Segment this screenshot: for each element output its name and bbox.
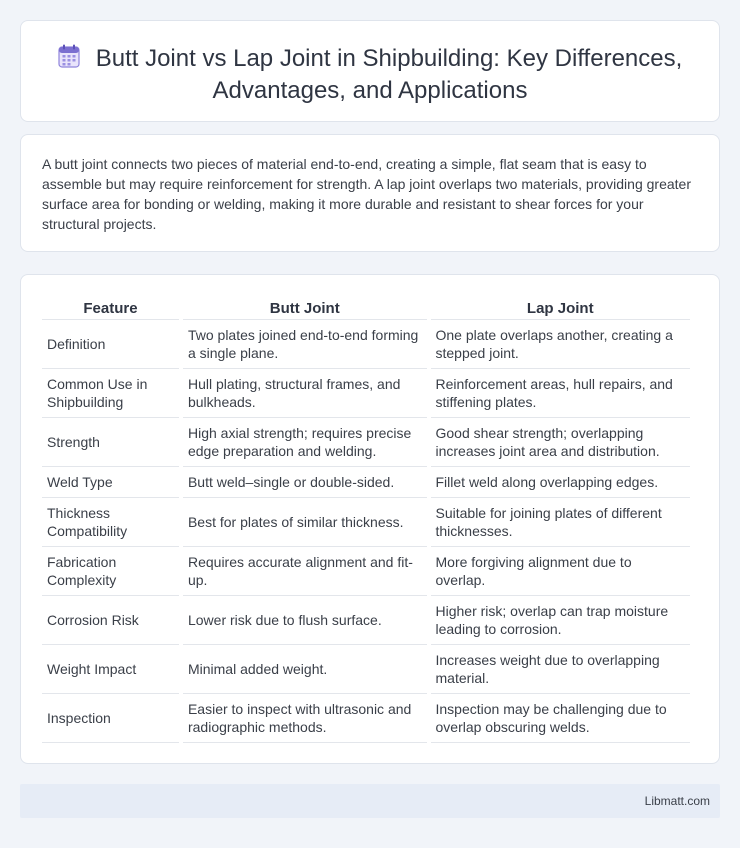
butt-joint-cell: Two plates joined end-to-end forming a single plane. [183,320,427,369]
lap-joint-cell: Suitable for joining plates of different thicknesses. [431,498,691,547]
feature-cell: Corrosion Risk [42,596,179,645]
lap-joint-cell: Fillet weld along overlapping edges. [431,467,691,498]
butt-joint-cell: Requires accurate alignment and fit-up. [183,547,427,596]
table-row [42,369,690,418]
table-row [42,645,690,694]
lap-joint-cell: More forgiving alignment due to overlap. [431,547,691,596]
butt-joint-cell: Hull plating, structural frames, and bulkheads. [183,369,427,418]
lap-joint-cell: Increases weight due to overlapping material. [431,645,691,694]
feature-cell: Strength [42,418,179,467]
intro-paragraph: A butt joint connects two pieces of material end-to-end, creating a simple, flat seam that is easy to assemble but may require reinforcement for strength. A lap joint overlaps two materials, providing greater surface area for bonding or welding, making it more durable and resistant to shear forces for your structural projects. [42,156,691,232]
table-row [42,547,690,596]
feature-cell: Weld Type [42,467,179,498]
butt-joint-cell: Easier to inspect with ultrasonic and radiographic methods. [183,694,427,743]
butt-joint-cell: Best for plates of similar thickness. [183,498,427,547]
table-row [42,498,690,547]
footer [20,784,720,818]
lap-joint-cell: Good shear strength; overlapping increases joint area and distribution. [431,418,691,467]
lap-joint-cell: Reinforcement areas, hull repairs, and stiffening plates. [431,369,691,418]
lap-joint-cell: Higher risk; overlap can trap moisture leading to corrosion. [431,596,691,645]
table-row [42,320,690,369]
lap-joint-cell: Inspection may be challenging due to overlap obscuring welds. [431,694,691,743]
lap-joint-cell: One plate overlaps another, creating a stepped joint. [431,320,691,369]
comparison-table [38,295,694,743]
title-line-2: Advantages, and Applications [212,77,528,104]
title-line-1: Butt Joint vs Lap Joint in Shipbuilding: Key Differences, [95,45,683,72]
table-row [42,694,690,743]
table-row [42,596,690,645]
title-card [20,20,720,122]
table-row [42,418,690,467]
table-header-row [42,295,690,320]
intro-card [20,134,720,252]
butt-joint-cell: High axial strength; requires precise edge preparation and welding. [183,418,427,467]
comparison-card [20,274,720,764]
butt-joint-cell: Minimal added weight. [183,645,427,694]
calendar-icon [58,44,80,68]
table-row [42,467,690,498]
feature-cell: Inspection [42,694,179,743]
feature-cell: Fabrication Complexity [42,547,179,596]
header-butt-joint: Butt Joint [183,295,427,320]
footer-brand: Libmatt.com [644,794,710,808]
feature-cell: Weight Impact [42,645,179,694]
feature-cell: Definition [42,320,179,369]
header-lap-joint: Lap Joint [431,295,691,320]
butt-joint-cell: Lower risk due to flush surface. [183,596,427,645]
feature-cell: Thickness Compatibility [42,498,179,547]
butt-joint-cell: Butt weld–single or double-sided. [183,467,427,498]
feature-cell: Common Use in Shipbuilding [42,369,179,418]
page-title [21,43,719,107]
header-feature: Feature [42,295,179,320]
